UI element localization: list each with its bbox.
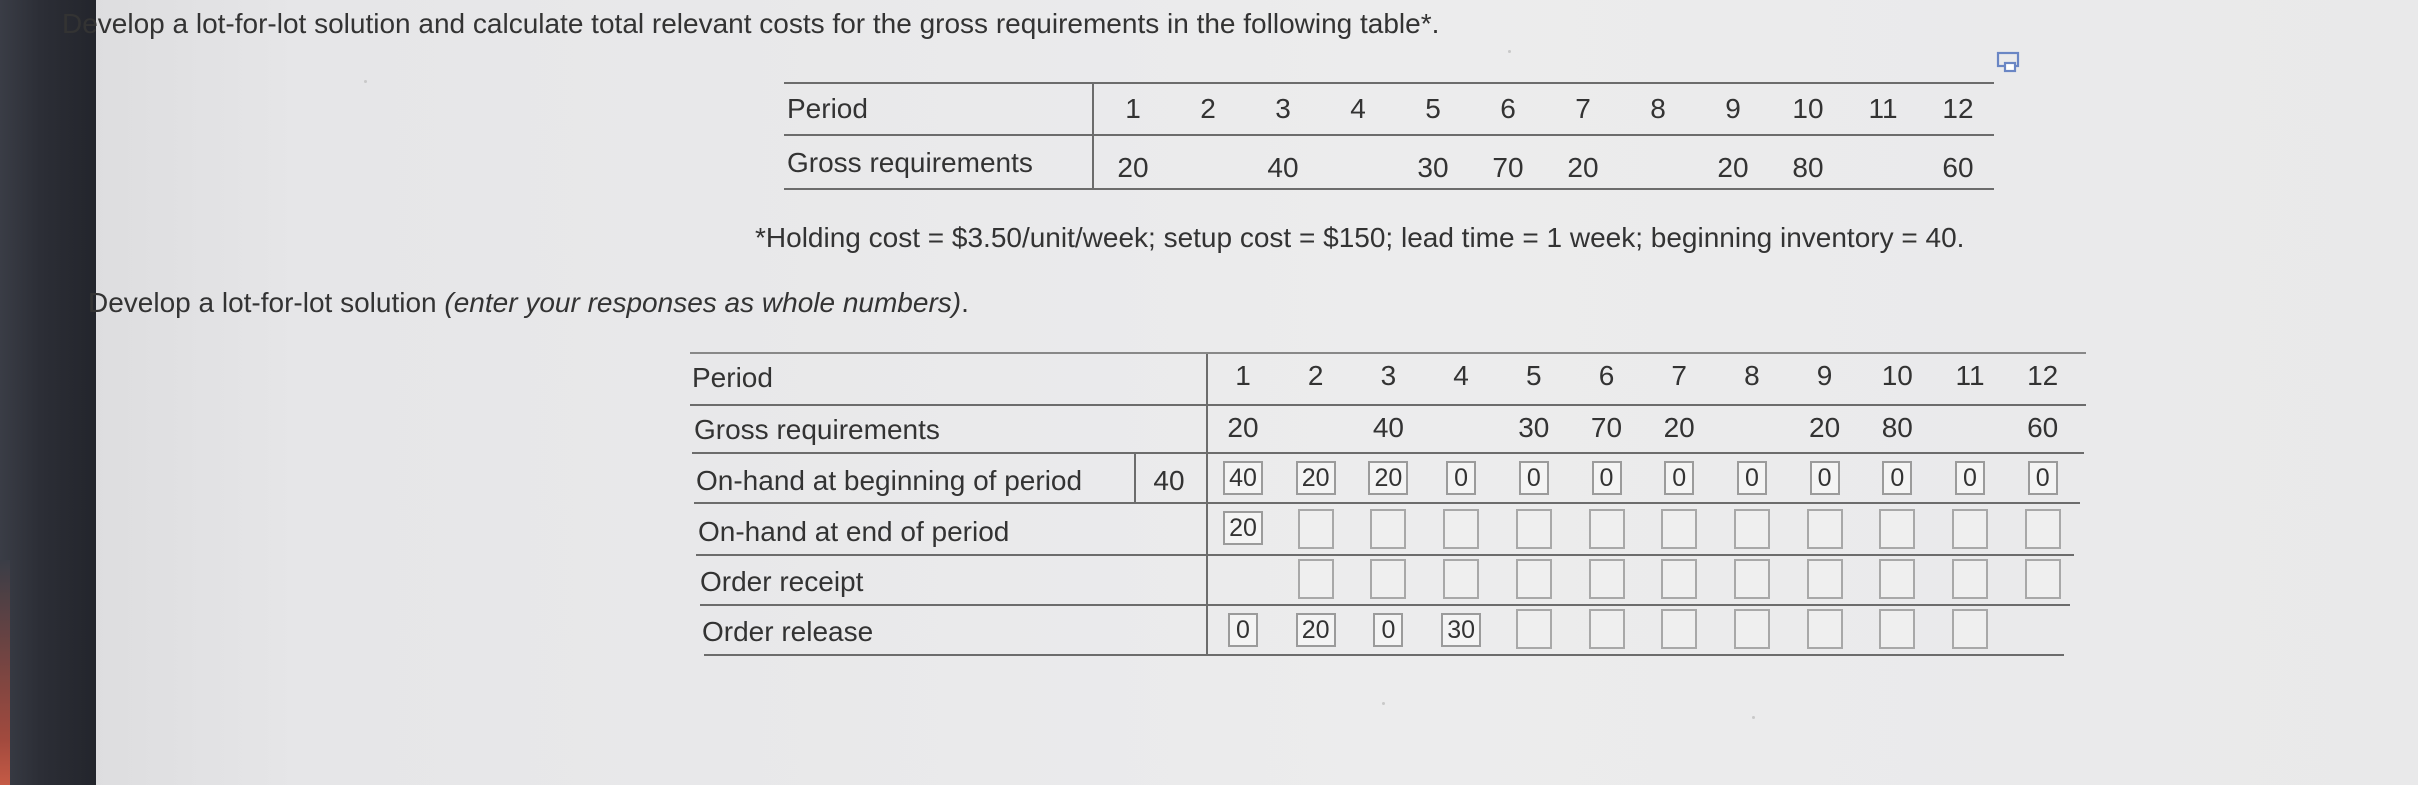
period-number: 9 [1725,93,1741,124]
instruction-suffix: . [961,287,969,318]
gross-requirements-label: Gross requirements [694,414,940,445]
problem-title: Develop a lot-for-lot solution and calculate total relevant costs for the gross requirements in the following table*. [62,8,1440,39]
gross-requirement-value: 30 [1518,412,1550,443]
order-receipt-input[interactable] [1589,559,1625,599]
order-release-input[interactable]: 20 [1296,613,1336,647]
order-receipt-input[interactable] [2025,559,2061,599]
table-rule [704,654,2064,656]
period-number: 7 [1575,93,1591,124]
period-number: 2 [1200,93,1216,124]
onhand-begin-input[interactable]: 0 [1519,461,1549,495]
speck [1382,702,1385,705]
period-number: 3 [1380,360,1397,391]
period-number: 1 [1125,93,1141,124]
period-number: 6 [1598,360,1615,391]
onhand-begin-input[interactable]: 0 [1592,461,1622,495]
table-rule [784,82,1994,84]
gross-requirement-value: 20 [1227,412,1259,443]
period-number: 8 [1744,360,1760,391]
order-release-label: Order release [702,616,874,647]
onhand-begin-input[interactable]: 0 [1446,461,1476,495]
period-header: Period [787,93,868,124]
onhand-end-input[interactable] [1807,509,1843,549]
instruction-italic: (enter your responses as whole numbers) [444,287,962,318]
period-number: 11 [1955,360,1985,391]
order-receipt-input[interactable] [1370,559,1406,599]
order-release-input[interactable] [1589,609,1625,649]
period-number: 7 [1671,360,1687,391]
table-rule [692,452,2084,454]
period-number: 9 [1816,360,1833,391]
gross-requirement-value: 20 [1117,152,1149,183]
onhand-begin-input[interactable]: 0 [1882,461,1912,495]
period-number: 12 [2027,360,2059,391]
period-number: 4 [1453,360,1469,391]
period-number: 8 [1650,93,1666,124]
gross-requirement-value: 20 [1567,152,1599,183]
onhand-end-label: On-hand at end of period [698,516,1010,547]
onhand-end-input[interactable]: 20 [1223,511,1263,545]
onhand-end-input[interactable] [1298,509,1334,549]
period-number: 3 [1275,93,1291,124]
order-release-input[interactable]: 0 [1373,613,1403,647]
order-release-input[interactable]: 0 [1228,613,1258,647]
table-rule [700,604,2070,606]
table-rule [694,502,2080,504]
order-receipt-input[interactable] [1443,559,1479,599]
onhand-begin-input[interactable]: 20 [1368,461,1408,495]
instruction-prefix: Develop a lot-for-lot solution [88,287,445,318]
gross-requirement-value: 80 [1792,152,1824,183]
table-divider [1092,84,1094,188]
onhand-end-input[interactable] [1370,509,1406,549]
speck [1508,50,1511,53]
order-release-input[interactable] [1661,609,1697,649]
order-receipt-input[interactable] [1298,559,1334,599]
order-receipt-label: Order receipt [700,566,864,597]
gross-requirement-value: 80 [1881,412,1913,443]
table-divider [1206,354,1208,654]
onhand-end-input[interactable] [1443,509,1479,549]
order-receipt-input[interactable] [1734,559,1770,599]
onhand-begin-label: On-hand at beginning of period [696,465,1083,496]
gross-requirement-value: 20 [1717,152,1749,183]
order-receipt-input[interactable] [1516,559,1552,599]
gross-requirement-value: 60 [1942,152,1974,183]
onhand-begin-input[interactable]: 0 [1737,461,1767,495]
order-release-input[interactable] [1734,609,1770,649]
order-release-input[interactable] [1879,609,1915,649]
gross-requirement-value: 70 [1590,412,1623,443]
expand-table-icon[interactable] [1996,50,2024,76]
onhand-begin-input[interactable]: 20 [1296,461,1336,495]
period-number: 5 [1526,360,1542,391]
period-number: 4 [1350,93,1366,124]
gross-requirement-value: 30 [1417,152,1449,183]
speck [364,80,367,83]
period-number: 12 [1942,93,1974,124]
table-rule [784,188,1994,190]
order-receipt-input[interactable] [1879,559,1915,599]
gross-requirement-value: 20 [1809,412,1841,443]
table-rule [690,352,2086,354]
gross-requirement-value: 60 [2027,412,2059,443]
gross-requirement-value: 40 [1372,412,1404,443]
period-number: 5 [1425,93,1441,124]
period-number: 2 [1307,360,1324,391]
period-number: 11 [1868,93,1898,124]
onhand-end-input[interactable] [1952,509,1988,549]
period-number: 1 [1235,360,1251,391]
onhand-end-input[interactable] [1879,509,1915,549]
order-receipt-input[interactable] [1661,559,1697,599]
onhand-begin-input[interactable]: 0 [2028,461,2058,495]
period-number: 10 [1881,360,1913,391]
cost-note: *Holding cost = $3.50/unit/week; setup cost = $150; lead time = 1 week; beginning inventory = 40. [755,222,1965,253]
order-receipt-input[interactable] [1807,559,1843,599]
order-release-input[interactable] [1807,609,1843,649]
onhand-end-input[interactable] [1516,509,1552,549]
order-release-input[interactable] [1952,609,1988,649]
order-receipt-input[interactable] [1952,559,1988,599]
onhand-begin-input[interactable]: 0 [1955,461,1985,495]
onhand-begin-input[interactable]: 0 [1810,461,1840,495]
gross-requirement-value: 20 [1663,412,1695,443]
table-rule [696,554,2074,556]
onhand-end-input[interactable] [1661,509,1697,549]
table-rule [784,134,1994,136]
speck [1752,716,1755,719]
period-number: 10 [1792,93,1824,124]
gross-requirement-value: 70 [1492,152,1524,183]
onhand-end-input[interactable] [2025,509,2061,549]
left-panel-edge [0,0,96,785]
gross-requirements-label: Gross requirements [787,147,1033,178]
onhand-end-input[interactable] [1589,509,1625,549]
period-number: 6 [1500,93,1516,124]
instruction-text [88,287,969,319]
onhand-begin-input[interactable]: 0 [1664,461,1694,495]
table-rule [690,404,2086,406]
onhand-begin-input[interactable]: 40 [1223,461,1263,495]
order-release-input[interactable] [1516,609,1552,649]
onhand-end-input[interactable] [1734,509,1770,549]
initial-inventory: 40 [1153,465,1185,496]
gross-requirement-value: 40 [1267,152,1299,183]
period-header: Period [692,362,773,393]
order-release-input[interactable]: 30 [1441,613,1481,647]
